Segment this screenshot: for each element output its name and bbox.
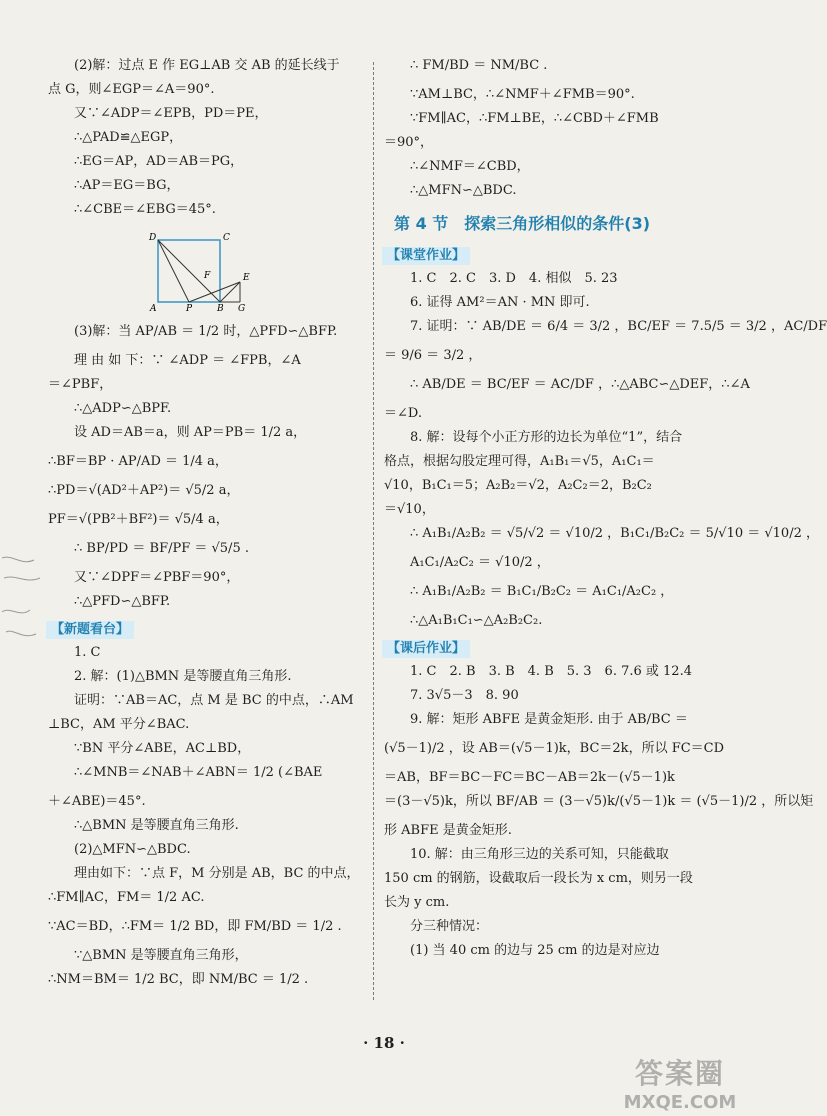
text-line: ∴∠CBE＝∠EBG＝45°.: [74, 202, 216, 217]
text-line: 分三种情况：: [410, 919, 489, 934]
text-line: ∴ AB/DE ＝ BC/EF ＝ AC/DF ，∴△ABC∽△DEF，∴∠A: [410, 377, 750, 392]
watermark-logo: [610, 1052, 750, 1113]
text-line: ∴PD＝√(AD²＋AP²)＝ √5/2 a，: [48, 483, 240, 498]
watermark-url: MXQE.COM: [623, 1092, 737, 1113]
text-line: 证明：∵AB＝AC，点 M 是 BC 的中点，∴AM: [74, 693, 354, 708]
section-title: 第 4 节 探索三角形相似的条件(3): [394, 214, 651, 233]
text-line: (2)解：过点 E 作 EG⊥AB 交 AB 的延长线于: [74, 58, 340, 73]
text-line: ∴△PFD∽△BFP.: [74, 594, 171, 609]
text-line: ∴△BMN 是等腰直角三角形.: [74, 818, 239, 833]
text-line: ∴∠NMF＝∠CBD，: [410, 159, 530, 174]
text-line: ∴ A₁B₁/A₂B₂ ＝ √5/√2 ＝ √10/2 ，B₁C₁/B₂C₂ ＝ 5/√10 ＝ √10/2 ，: [410, 526, 819, 541]
text-line: 点 G，则∠EGP＝∠A＝90°.: [48, 82, 215, 97]
text-line: ∴ BP/PD ＝ BF/PF ＝ √5/5 .: [74, 541, 249, 556]
text-line: ∵△BMN 是等腰直角三角形，: [74, 948, 248, 963]
text-line: ＝(3－√5)k，所以 BF/AB ＝ (3－√5)k/(√5－1)k ＝ (√5－1)/2 ，所以矩: [384, 794, 814, 809]
watermark-title: 答案圈: [634, 1057, 725, 1090]
page-number: · 18 ·: [363, 1034, 405, 1052]
text-line: 8. 解：设每个小正方形的边长为单位“1”，结合: [410, 430, 683, 445]
text-line: ∴NM＝BM＝ 1/2 BC，即 NM/BC ＝ 1/2 .: [48, 972, 309, 987]
geometry-figure: [146, 230, 256, 312]
text-line: ∴ A₁B₁/A₂B₂ ＝ B₁C₁/B₂C₂ ＝ A₁C₁/A₂C₂ ，: [410, 584, 674, 599]
label-a: A: [150, 304, 157, 314]
text-line: PF＝√(PB²＋BF²)＝ √5/4 a，: [48, 512, 229, 527]
text-line: 长为 y cm.: [384, 895, 450, 910]
text-line: 又∵∠DPF＝∠PBF＝90°，: [74, 570, 240, 585]
text-line: 6. 证得 AM²＝AN · MN 即可.: [410, 295, 590, 310]
label-p: P: [186, 304, 193, 314]
text-line: ∵BN 平分∠ABE，AC⊥BD，: [74, 741, 251, 756]
text-line: ∴ FM/BD ＝ NM/BC .: [410, 58, 548, 73]
text-line: ∴∠MNB＝∠NAB＋∠ABN＝ 1/2 (∠BAE: [74, 765, 323, 780]
label-b: B: [217, 304, 224, 314]
text-line: ＋∠ABE)＝45°.: [48, 794, 146, 809]
section-header-new-questions: 【新题看台】: [46, 621, 134, 639]
pencil-scribble: [0, 548, 46, 658]
text-line: 2. 解：(1)△BMN 是等腰直角三角形.: [74, 669, 292, 684]
text-line: ＝ 9/6 ＝ 3/2 ，: [384, 348, 482, 363]
text-line: ∴△PAD≌△EGP，: [74, 130, 183, 145]
text-line: ∴△ADP∽△BPF.: [74, 401, 172, 416]
text-line: (3)解：当 AP/AB ＝ 1/2 时，△PFD∽△BFP.: [74, 324, 338, 339]
text-line: (√5－1)/2 ，设 AB＝(√5－1)k，BC＝2k，所以 FC＝CD: [384, 741, 725, 756]
text-line: ∵FM∥AC，∴FM⊥BE，∴∠CBD＋∠FMB: [410, 111, 659, 126]
text-line: ∴△MFN∽△BDC.: [410, 183, 517, 198]
text-line: 理由如下：∵点 F，M 分别是 AB，BC 的中点，: [74, 866, 360, 881]
text-line: ∴△A₁B₁C₁∽△A₂B₂C₂.: [410, 613, 543, 628]
column-divider: [373, 62, 374, 1000]
label-g: G: [238, 304, 246, 314]
text-line: ∴AP＝EG＝BG，: [74, 178, 180, 193]
text-line: 又∵∠ADP＝∠EPB，PD＝PE，: [74, 106, 268, 121]
label-f: F: [204, 271, 211, 281]
text-line: 7. 3√5－3 8. 90: [410, 688, 519, 703]
text-line: 1. C 2. B 3. B 4. B 5. 3 6. 7.6 或 12.4: [410, 664, 692, 679]
text-line: ⊥BC，AM 平分∠BAC.: [48, 717, 190, 732]
text-line: 150 cm 的钢筋，设截取后一段长为 x cm，则另一段: [384, 871, 693, 886]
text-line: 1. C: [74, 645, 101, 660]
text-line: ＝√10，: [384, 502, 435, 517]
text-line: ＝∠PBF，: [48, 377, 113, 392]
section-header-class-work: 【课堂作业】: [382, 247, 470, 265]
text-line: (1) 当 40 cm 的边与 25 cm 的边是对应边: [410, 943, 660, 958]
text-line: ∵AC＝BD，∴FM＝ 1/2 BD，即 FM/BD ＝ 1/2 .: [48, 919, 342, 934]
text-line: 10. 解：由三角形三边的关系可知，只能截取: [410, 847, 669, 862]
label-e: E: [243, 273, 250, 283]
text-line: ＝AB，BF＝BC－FC＝BC－AB＝2k－(√5－1)k: [384, 770, 675, 785]
text-line: 格点，根据勾股定理可得，A₁B₁＝√5，A₁C₁＝: [384, 454, 655, 469]
left-column: [48, 58, 366, 996]
text-line: 7. 证明：∵ AB/DE ＝ 6/4 ＝ 3/2 ，BC/EF ＝ 7.5/5 ＝ 3/2 ，AC/DF: [410, 319, 827, 334]
text-line: (2)△MFN∽△BDC.: [74, 842, 191, 857]
text-line: 形 ABFE 是黄金矩形.: [384, 823, 512, 838]
text-line: 理 由 如 下：∵ ∠ADP ＝ ∠FPB，∠A: [74, 353, 301, 368]
label-d: D: [149, 233, 157, 243]
text-line: ∴BF＝BP · AP/AD ＝ 1/4 a，: [48, 454, 228, 469]
section-header-homework: 【课后作业】: [382, 640, 470, 658]
text-line: 9. 解：矩形 ABFE 是黄金矩形. 由于 AB/BC ＝: [410, 712, 688, 727]
text-line: 设 AD＝AB＝a，则 AP＝PB＝ 1/2 a，: [74, 425, 307, 440]
text-line: 1. C 2. C 3. D 4. 相似 5. 23: [410, 271, 618, 286]
label-c: C: [223, 233, 230, 243]
text-line: ∴EG＝AP，AD＝AB＝PG，: [74, 154, 244, 169]
text-line: ＝90°，: [384, 135, 434, 150]
text-line: ＝∠D.: [384, 406, 422, 421]
text-line: √10，B₁C₁＝5；A₂B₂＝√2，A₂C₂＝2，B₂C₂: [384, 478, 652, 493]
text-line: ∵AM⊥BC，∴∠NMF＋∠FMB＝90°.: [410, 87, 635, 102]
text-line: A₁C₁/A₂C₂ ＝ √10/2 ，: [410, 555, 550, 570]
right-column: [384, 58, 827, 967]
text-line: ∴FM∥AC，FM＝ 1/2 AC.: [48, 890, 205, 905]
